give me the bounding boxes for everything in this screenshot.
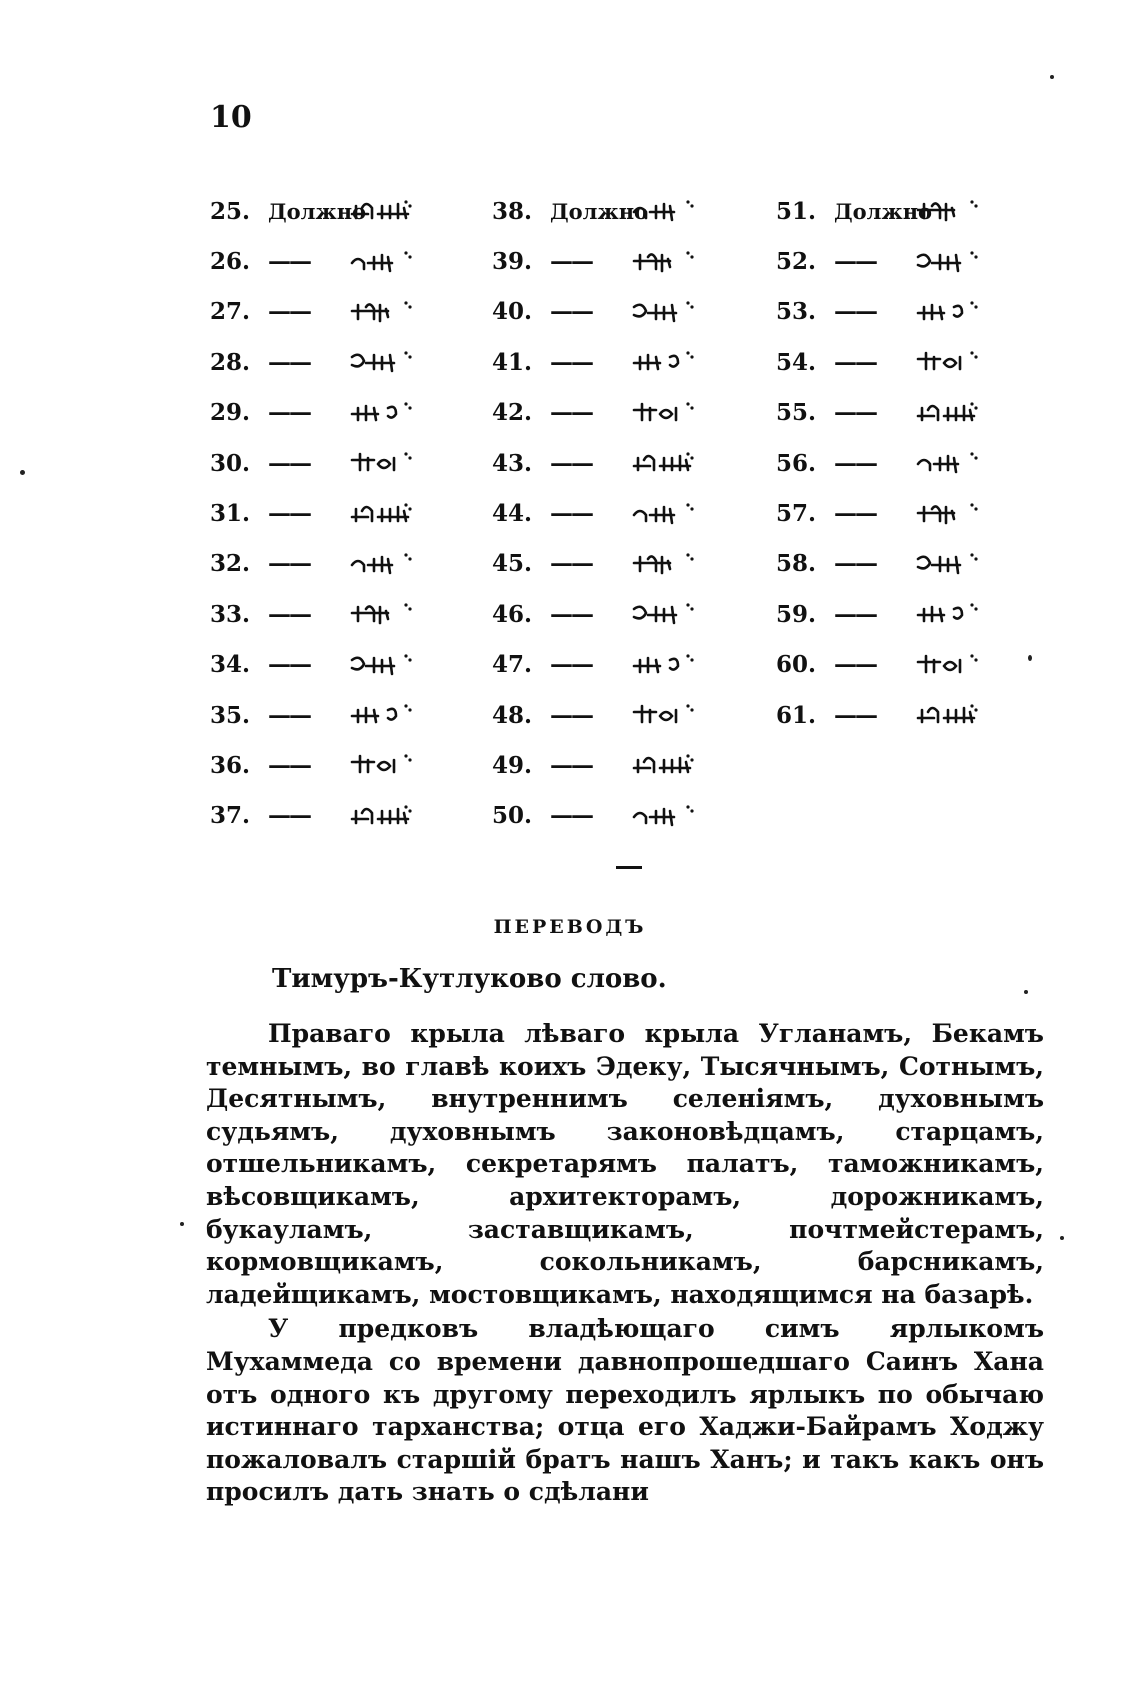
row-dash: —— — [268, 802, 310, 830]
row-number: 30. — [210, 449, 251, 477]
row-dash: —— — [268, 348, 310, 376]
row-number: 34. — [210, 651, 251, 679]
row-number: 38. — [492, 197, 533, 225]
row-number: 51. — [776, 197, 817, 225]
mongol-script-glyph — [340, 499, 420, 529]
glyph-list-row — [210, 488, 500, 538]
scan-speck — [1060, 1236, 1064, 1240]
glyph-list-column-3 — [776, 186, 1066, 740]
row-dash: —— — [268, 298, 310, 326]
glyph-list-row — [776, 690, 1066, 740]
glyph-list-row — [492, 488, 782, 538]
mongol-script-glyph — [622, 750, 702, 780]
row-number: 60. — [776, 651, 817, 679]
row-number: 46. — [492, 600, 533, 628]
row-number: 45. — [492, 550, 533, 578]
row-number: 32. — [210, 550, 251, 578]
glyph-list-row — [776, 337, 1066, 387]
glyph-list-row — [210, 438, 500, 488]
translation-body — [206, 1018, 1044, 1511]
glyph-list-row — [776, 589, 1066, 639]
row-number: 59. — [776, 600, 817, 628]
mongol-script-glyph — [906, 700, 986, 730]
scan-speck — [180, 1222, 184, 1226]
row-dash: —— — [268, 751, 310, 779]
row-number: 54. — [776, 348, 817, 376]
mongol-script-glyph — [622, 398, 702, 428]
mongol-script-glyph — [622, 549, 702, 579]
row-dash: —— — [268, 449, 310, 477]
row-number: 41. — [492, 348, 533, 376]
glyph-list-row — [492, 791, 782, 841]
row-dash: —— — [834, 399, 876, 427]
row-number: 36. — [210, 751, 251, 779]
mongol-script-glyph — [622, 650, 702, 680]
scan-speck — [1024, 990, 1028, 994]
mongol-script-glyph — [906, 347, 986, 377]
row-dash: —— — [550, 348, 592, 376]
glyph-list-row — [492, 236, 782, 286]
glyph-list-row — [210, 740, 500, 790]
glyph-list-row — [776, 287, 1066, 337]
glyph-list-row — [492, 690, 782, 740]
row-dash: —— — [834, 298, 876, 326]
glyph-list-row — [492, 438, 782, 488]
row-number: 40. — [492, 298, 533, 326]
row-number: 50. — [492, 802, 533, 830]
mongol-script-glyph — [906, 297, 986, 327]
row-number: 29. — [210, 399, 251, 427]
page-number: 10 — [210, 100, 252, 135]
row-number: 31. — [210, 500, 251, 528]
row-dash: —— — [268, 500, 310, 528]
mongol-script-glyph — [340, 549, 420, 579]
glyph-list-row — [492, 186, 782, 236]
glyph-list-row — [210, 287, 500, 337]
translation-heading: ПЕРЕВОДЪ — [493, 916, 647, 938]
mongol-script-glyph — [340, 599, 420, 629]
row-number: 56. — [776, 449, 817, 477]
row-dash: —— — [550, 399, 592, 427]
row-dash: —— — [834, 651, 876, 679]
row-dash: —— — [268, 550, 310, 578]
section-divider — [616, 866, 642, 869]
row-number: 25. — [210, 197, 251, 225]
row-dash: —— — [268, 399, 310, 427]
glyph-list-row — [210, 236, 500, 286]
row-number: 39. — [492, 248, 533, 276]
mongol-script-glyph — [906, 196, 986, 226]
mongol-script-glyph — [340, 750, 420, 780]
row-dash: —— — [550, 449, 592, 477]
row-number: 48. — [492, 701, 533, 729]
row-dash: —— — [550, 651, 592, 679]
row-number: 49. — [492, 751, 533, 779]
glyph-list-row — [776, 186, 1066, 236]
row-dash: —— — [550, 248, 592, 276]
mongol-script-glyph — [340, 700, 420, 730]
glyph-list-row — [776, 539, 1066, 589]
row-dash: —— — [834, 701, 876, 729]
mongol-script-glyph — [622, 448, 702, 478]
glyph-list-row — [210, 589, 500, 639]
row-dash: —— — [268, 651, 310, 679]
mongol-script-glyph — [340, 801, 420, 831]
glyph-list-row — [210, 337, 500, 387]
glyph-list-column-2 — [492, 186, 782, 841]
mongol-script-glyph — [340, 650, 420, 680]
glyph-list-row — [210, 690, 500, 740]
row-number: 57. — [776, 500, 817, 528]
row-dash: —— — [550, 298, 592, 326]
row-label-word: Должно — [550, 198, 649, 224]
row-number: 27. — [210, 298, 251, 326]
mongol-script-glyph — [340, 448, 420, 478]
row-number: 44. — [492, 500, 533, 528]
row-number: 52. — [776, 248, 817, 276]
mongol-script-glyph — [906, 599, 986, 629]
glyph-list-row — [776, 236, 1066, 286]
glyph-list-row — [492, 337, 782, 387]
row-number: 58. — [776, 550, 817, 578]
row-number: 28. — [210, 348, 251, 376]
scan-speck — [20, 470, 25, 475]
mongol-script-glyph — [622, 247, 702, 277]
glyph-list-row — [776, 640, 1066, 690]
row-number: 55. — [776, 399, 817, 427]
mongol-script-glyph — [340, 247, 420, 277]
glyph-list-row — [492, 740, 782, 790]
mongol-script-glyph — [340, 347, 420, 377]
row-label-word: Должно — [268, 198, 367, 224]
mongol-script-glyph — [906, 650, 986, 680]
glyph-list-row — [210, 791, 500, 841]
row-number: 33. — [210, 600, 251, 628]
mongol-script-glyph — [340, 398, 420, 428]
row-number: 61. — [776, 701, 817, 729]
glyph-list-row — [210, 186, 500, 236]
mongol-script-glyph — [906, 499, 986, 529]
row-number: 35. — [210, 701, 251, 729]
paragraph-1: Праваго крыла лѣваго крыла Угланамъ, Бекамъ темнымъ, во главѣ коихъ Эдеку, Тысячнымъ, Сотнымъ, Десятнымъ, внутреннимъ селеніямъ, духовнымъ судьямъ, духовнымъ законовѣдцамъ, старцамъ, отшельникамъ, секретарямъ палатъ, таможникамъ, вѣсовщикамъ, архитекторамъ, дорожникамъ, букауламъ, заставщикамъ, почтмейстерамъ, кормовщикамъ, сокольникамъ, барсникамъ, ладейщикамъ, мостовщикамъ, находящимся на базарѣ. — [206, 1019, 1044, 1309]
row-dash: —— — [550, 500, 592, 528]
row-dash: —— — [550, 701, 592, 729]
row-number: 37. — [210, 802, 251, 830]
scan-speck — [1050, 75, 1054, 79]
mongol-script-glyph — [622, 347, 702, 377]
row-dash: —— — [268, 600, 310, 628]
glyph-list-row — [492, 640, 782, 690]
row-label-word: Должно — [834, 198, 933, 224]
mongol-script-glyph — [622, 801, 702, 831]
row-number: 47. — [492, 651, 533, 679]
glyph-list-row — [492, 589, 782, 639]
row-dash: —— — [834, 248, 876, 276]
mongol-script-glyph — [340, 196, 420, 226]
glyph-list-row — [210, 388, 500, 438]
paragraph-2: У предковъ владѣющаго симъ ярлыкомъ Мухаммеда со времени давнопрошедшаго Саинъ Хана отъ одного къ другому переходилъ ярлыкъ по обычаю истиннаго тарханства; отца его Хаджи-Байрамъ Ходжу пожаловалъ старшій братъ нашъ Ханъ; и такъ какъ онъ просилъ дать знать о сдѣлани — [206, 1314, 1044, 1507]
mongol-script-glyph — [622, 700, 702, 730]
mongol-script-glyph — [906, 549, 986, 579]
row-dash: —— — [550, 802, 592, 830]
mongol-script-glyph — [340, 297, 420, 327]
row-dash: —— — [268, 701, 310, 729]
row-dash: —— — [550, 751, 592, 779]
row-dash: —— — [834, 500, 876, 528]
mongol-script-glyph — [906, 448, 986, 478]
row-dash: —— — [550, 550, 592, 578]
scan-speck — [1028, 655, 1032, 661]
glyph-list-column-1 — [210, 186, 500, 841]
mongol-script-glyph — [906, 398, 986, 428]
row-number: 53. — [776, 298, 817, 326]
row-dash: —— — [268, 248, 310, 276]
mongol-script-glyph — [622, 499, 702, 529]
mongol-script-glyph — [622, 196, 702, 226]
glyph-list-row — [492, 287, 782, 337]
row-dash: —— — [834, 600, 876, 628]
mongol-script-glyph — [906, 247, 986, 277]
mongol-script-glyph — [622, 297, 702, 327]
row-dash: —— — [550, 600, 592, 628]
row-dash: —— — [834, 449, 876, 477]
glyph-list-row — [776, 388, 1066, 438]
glyph-list-row — [210, 640, 500, 690]
row-number: 42. — [492, 399, 533, 427]
glyph-list-row — [776, 488, 1066, 538]
glyph-list-row — [492, 539, 782, 589]
glyph-list-row — [210, 539, 500, 589]
mongol-script-glyph — [622, 599, 702, 629]
row-number: 26. — [210, 248, 251, 276]
glyph-list-row — [492, 388, 782, 438]
row-number: 43. — [492, 449, 533, 477]
row-dash: —— — [834, 348, 876, 376]
document-subtitle: Тимуръ-Кутлуково слово. — [272, 964, 667, 994]
row-dash: —— — [834, 550, 876, 578]
glyph-list-row — [776, 438, 1066, 488]
